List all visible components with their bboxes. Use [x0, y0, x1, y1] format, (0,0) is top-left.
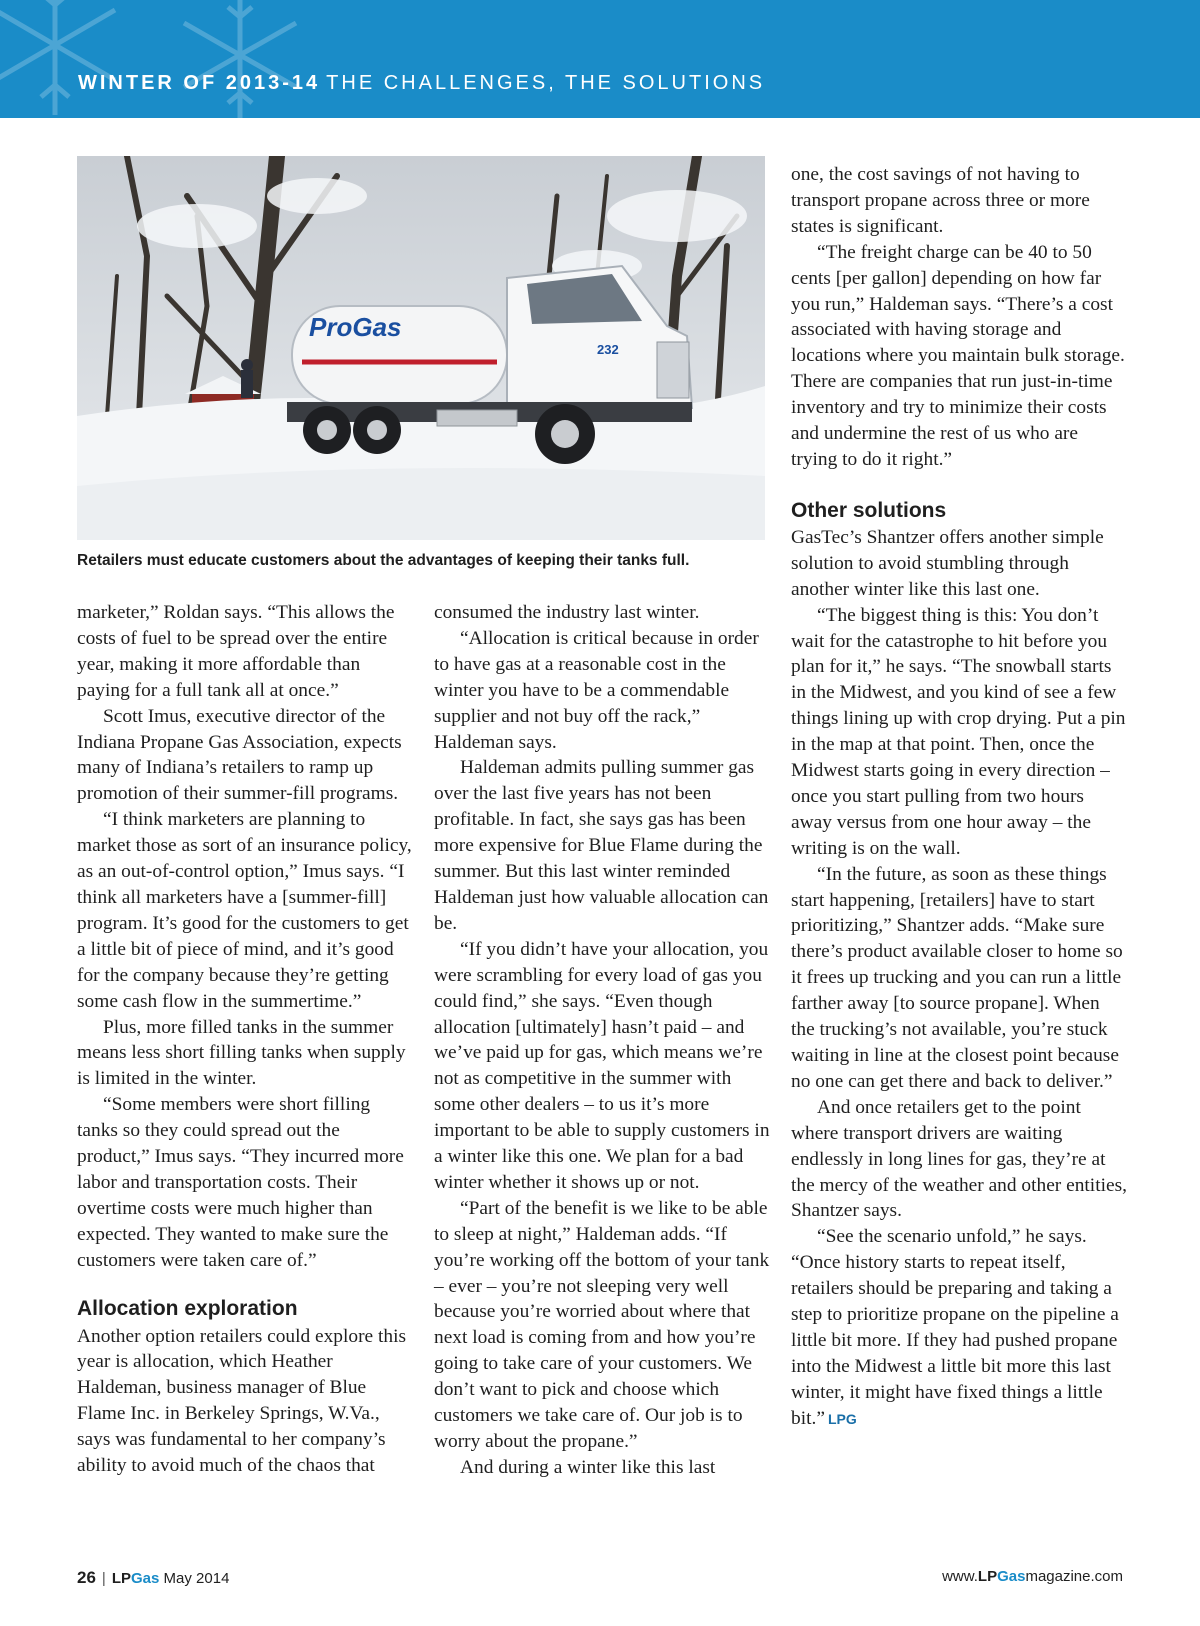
magazine-name-lp: LP [111, 1570, 131, 1587]
paragraph: GasTec’s Shantzer offers another simple solution to avoid stumbling through another winter like this last one. [791, 526, 1104, 600]
magazine-url[interactable] [942, 1568, 1123, 1585]
paragraph-final [791, 1224, 1127, 1432]
url-gas: Gas [997, 1568, 1026, 1585]
paragraph-final-text: “See the scenario unfold,” he says. “Once history starts to repeat itself, retailers should be preparing and taking a step to prioritize propane on the pipeline a little bit more. If they had pushed propane into the Midwest a little bit more this last winter, it might have fixed things a little bit.” [791, 1226, 1119, 1429]
article-column-1 [77, 600, 413, 1479]
page-footer [77, 1568, 1123, 1590]
paragraph: Plus, more filled tanks in the summer means less short filling tanks when supply is limited in the winter. [77, 1016, 406, 1090]
page-number: 26 [77, 1568, 96, 1587]
paragraph: And once retailers get to the point where transport drivers are waiting endlessly in long lines for gas, they’re at the mercy of the weather and other entities, Shantzer says. [791, 1096, 1127, 1222]
paragraph: “In the future, as soon as these things start happening, [retailers] have to start prioritizing,” Shantzer adds. “Make sure there’s product available closer to home so it frees up trucking and you can run a little farther away [to source propane]. When the trucking’s not available, you’re stuck waiting in line at the closest point because no one can get there and back to deliver.” [791, 863, 1123, 1092]
header-banner [0, 0, 1200, 118]
issue-date: May 2014 [163, 1570, 230, 1587]
magazine-name-gas: Gas [131, 1570, 160, 1587]
article-column-3 [791, 162, 1127, 1433]
paragraph: “Some members were short filling tanks so they could spread out the product,” Imus says. “They incurred more labor and transportation costs. Their overtime costs were much higher than expected. They wanted to make sure the customers were taken care of.” [77, 1094, 404, 1271]
paragraph: one, the cost savings of not having to transport propane across three or more states is significant. [791, 164, 1090, 237]
paragraph: “The biggest thing is this: You don’t wait for the catastrophe to hit before you plan for it,” he says. “The snowball starts in the Midwest, and you kind of see a few things lining up with crop drying. Put a pin in the map at that point. Then, once the Midwest starts going in every direction – once you start pulling from two hours away versus from one hour away – the writing is on the wall. [791, 604, 1126, 859]
url-suffix: magazine.com [1025, 1568, 1123, 1585]
truck-brand-text: ProGas [309, 312, 402, 342]
paragraph: Haldeman admits pulling summer gas over the last five years has not been profitable. In fact, she says gas has been more expensive for Blue Flame during the summer. But this last winter reminded Haldeman just how valuable allocation can be. [434, 757, 769, 934]
truck-photo [77, 156, 765, 540]
snowflake-icon [170, 0, 310, 118]
section-title-bold: WINTER OF 2013-14 [78, 72, 321, 94]
section-title-rest: THE CHALLENGES, THE SOLUTIONS [326, 72, 766, 94]
url-prefix: www. [942, 1568, 978, 1585]
paragraph: Another option retailers could explore this year is allocation, which Heather Haldeman, business manager of Blue Flame Inc. in Berkeley Springs, W.Va., says was fundamental to her company’s ability to avoid much of the chaos that [77, 1325, 407, 1477]
section-title [78, 72, 765, 95]
article-column-2 [434, 600, 770, 1481]
snowy-truck-illustration [77, 156, 765, 540]
paragraph: “Part of the benefit is we like to be able to sleep at night,” Haldeman adds. “If you’re working off the bottom of your tank – ever – you’re not sleeping very well because you’re worried about where that next load is coming from and how you’re going to take care of your customers. We don’t want to pick and choose which customers we take care of. Our job is to worry about the propane.” [434, 1197, 770, 1452]
truck-number-text: 232 [597, 342, 619, 357]
paragraph: “I think marketers are planning to market those as sort of an insurance policy, as an out-of-control option,” Imus says. “I think all marketers have a [summer-fill] program. It’s good for the customers to get a little bit of piece of mind, and it’s good for the company because they’re getting some cash flow in the summertime.” [77, 809, 412, 1012]
paragraph: “The freight charge can be 40 to 50 cents [per gallon] depending on how far you run,” Haldeman says. “There’s a cost associated with having storage and locations where you maintain bulk storage. There are companies that run just-in-time inventory and try to minimize their costs and undermine the rest of us who are trying to do it right.” [791, 241, 1125, 470]
paragraph: “If you didn’t have your allocation, you were scrambling for every load of gas you could find,” she says. “Even though allocation [ultimately] hasn’t paid – and we’ve paid up for gas, which means we’re not as competitive in the summer with some other dealers – to us it’s more important to be able to supply customers in a winter like this one. We plan for a bad winter whether it shows up or not. [434, 938, 770, 1193]
photo-caption: Retailers must educate customers about the advantages of keeping their tanks full. [77, 552, 690, 569]
paragraph: “Allocation is critical because in order to have gas at a reasonable cost in the winter you have to be a commendable supplier and not buy off the rack,” Haldeman says. [434, 627, 759, 753]
paragraph: marketer,” Roldan says. “This allows the costs of fuel to be spread over the entire year, making it more affordable than paying for a full tank all at once.” [77, 602, 395, 701]
lpg-end-mark: LPG [827, 1410, 857, 1427]
footer-left [77, 1568, 229, 1588]
paragraph: Scott Imus, executive director of the Indiana Propane Gas Association, expects many of Indiana’s retailers to ramp up promotion of their summer-fill programs. [77, 705, 402, 805]
subhead-allocation-exploration: Allocation exploration [77, 1296, 298, 1320]
url-lp: LP [977, 1568, 998, 1585]
paragraph: consumed the industry last winter. [434, 602, 700, 623]
paragraph: And during a winter like this last [460, 1456, 716, 1478]
subhead-other-solutions: Other solutions [791, 498, 947, 522]
footer-separator: | [101, 1570, 106, 1587]
snowflake-icon [0, 0, 130, 118]
